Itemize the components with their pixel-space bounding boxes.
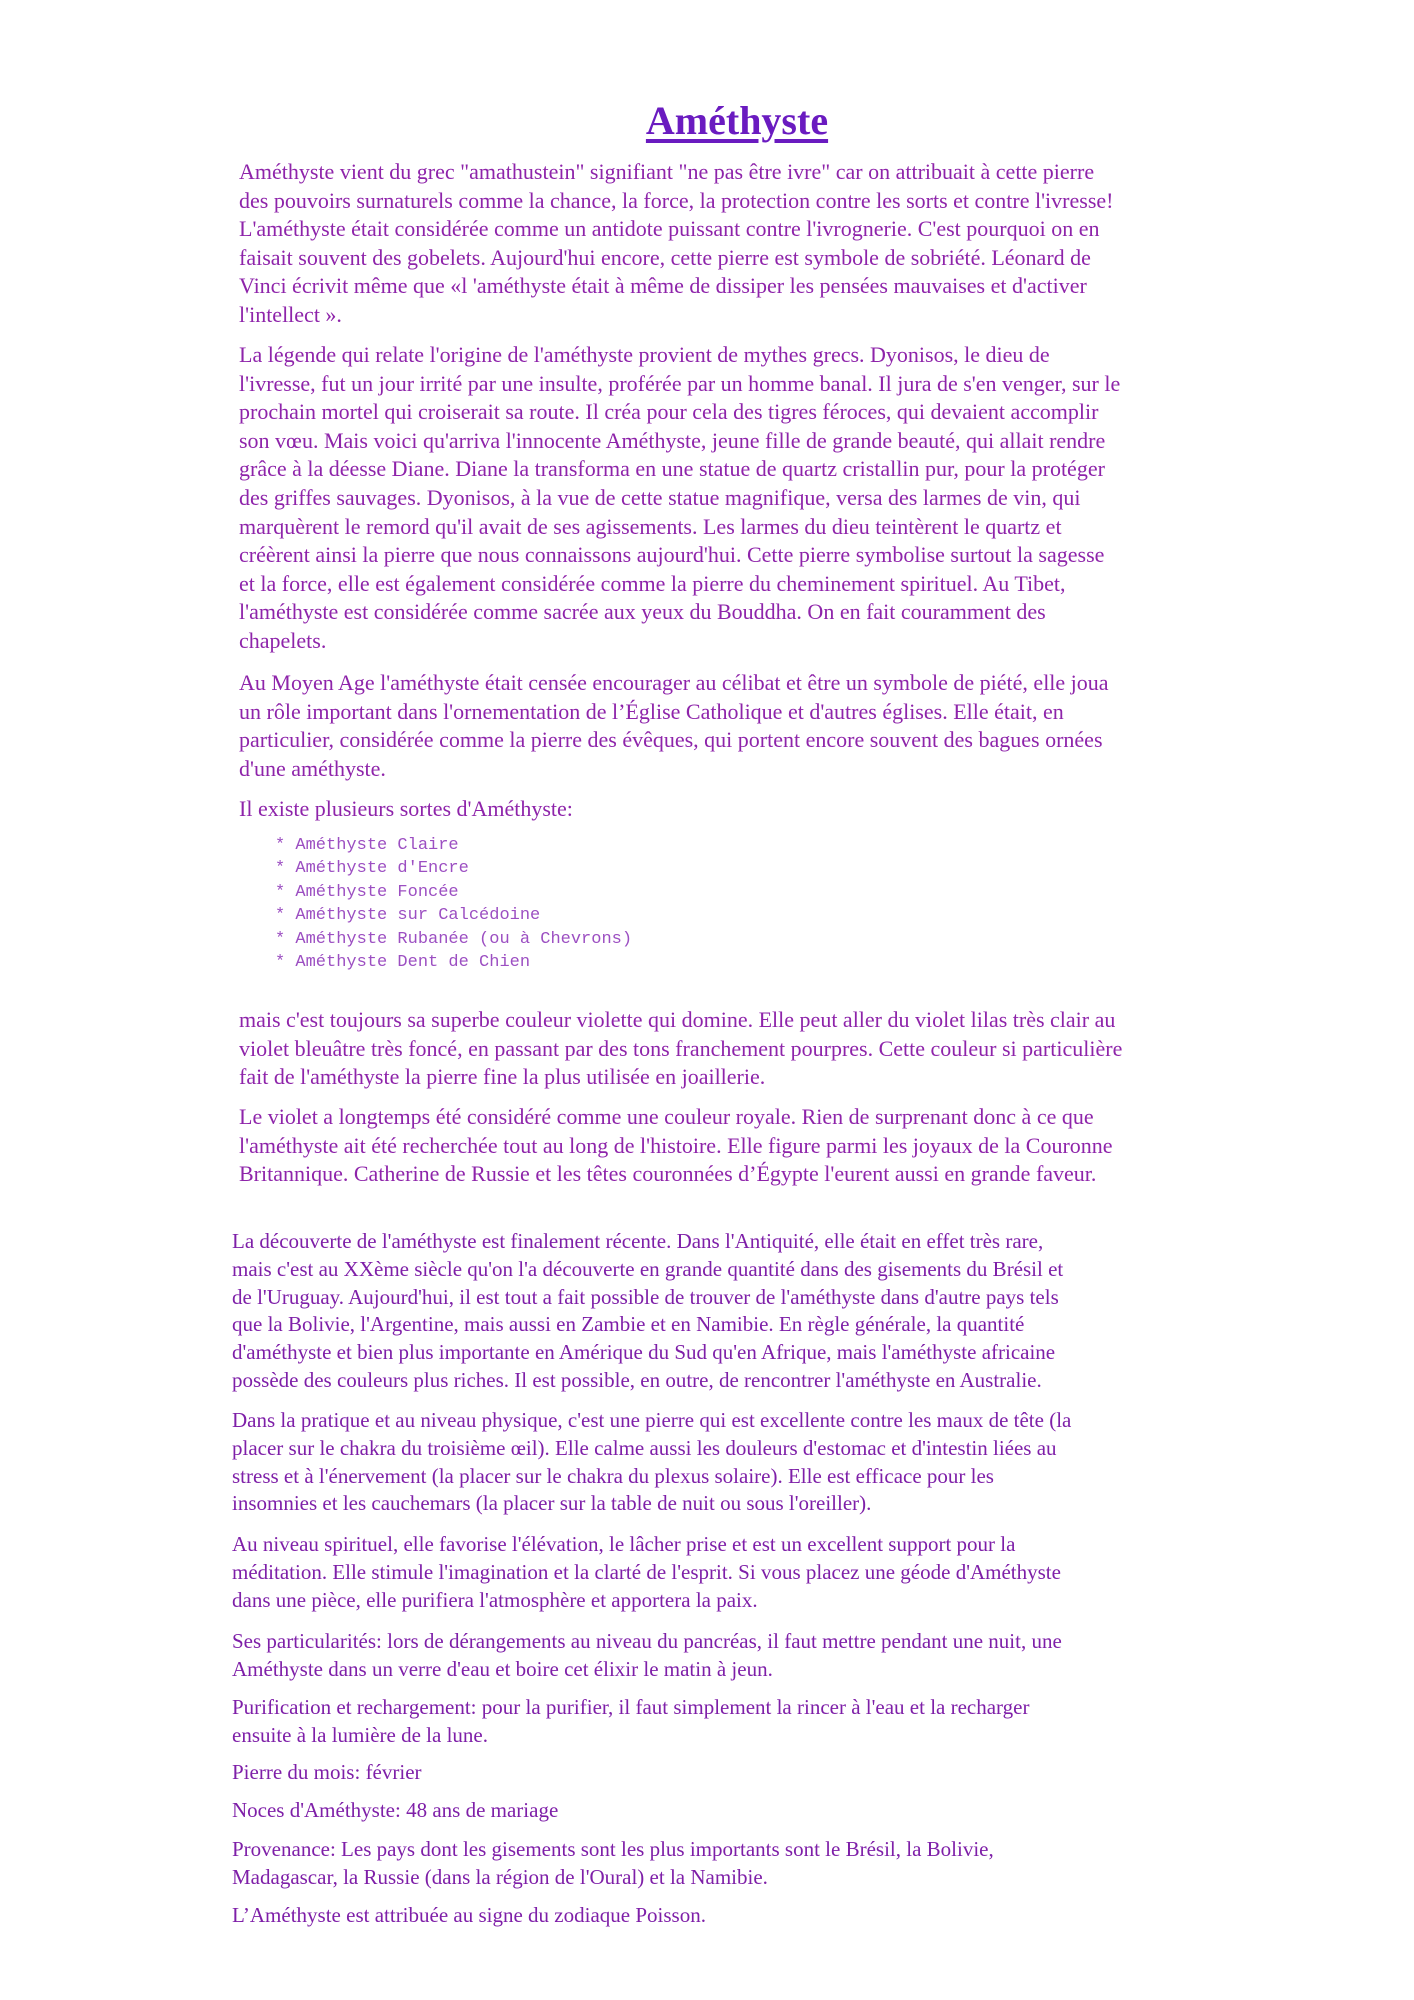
variety-label: Améthyste sur Calcédoine	[295, 906, 541, 926]
list-item	[275, 857, 632, 880]
royal-paragraph: Le violet a longtemps été considéré comme une couleur royale. Rien de surprenant donc à ce que l'améthyste ait été recherchée tout au long de l'histoire. Elle figure parmi les joyaux de la Couronne Britannique. Catherine de Russie et les têtes couronnées d’Égypte l'eurent aussi en grande faveur.	[239, 1104, 1113, 1187]
list-item	[275, 881, 632, 904]
varieties-intro: Il existe plusieurs sortes d'Améthyste:	[239, 796, 573, 821]
bullet-marker: *	[275, 836, 286, 855]
bullet-marker: *	[275, 929, 286, 949]
list-item	[275, 951, 632, 974]
bullet-marker: *	[275, 953, 286, 973]
variety-label: Améthyste Foncée	[295, 882, 459, 902]
provenance-paragraph: Provenance: Les pays dont les gisements sont les plus importants sont le Brésil, la Bolivie, Madagascar, la Russie (dans la région de l'Oural) et la Namibie.	[232, 1837, 994, 1889]
purification-paragraph: Purification et rechargement: pour la purifier, il faut simplement la rincer à l'eau et la recharger ensuite à la lumière de la lune.	[232, 1695, 1030, 1747]
bullet-marker: *	[275, 882, 286, 902]
spiritual-paragraph: Au niveau spirituel, elle favorise l'élévation, le lâcher prise et est un excellent support pour la méditation. Elle stimule l'imagination et la clarté de l'esprit. Si vous placez une géode d'Améthyste dans une pièce, elle purifiera l'atmosphère et apportera la paix.	[232, 1532, 1061, 1612]
discovery-paragraph: La découverte de l'améthyste est finalement récente. Dans l'Antiquité, elle était en effet très rare, mais c'est au XXème siècle qu'on l'a découverte en grande quantité dans des gisements du Brésil et de l'Uruguay. Aujourd'hui, il est tout a fait possible de trouver de l'améthyste dans d'autre pays tels que la Bolivie, l'Argentine, mais aussi en Zambie et en Namibie. En règle générale, la quantité d'améthyste et bien plus importante en Amérique du Sud qu'en Afrique, mais l'améthyste africaine possède des couleurs plus riches. Il est possible, en outre, de rencontrer l'améthyste en Australie.	[232, 1229, 1064, 1392]
variety-label: Améthyste Rubanée (ou à Chevrons)	[295, 929, 633, 949]
bullet-marker: *	[275, 906, 286, 926]
zodiac-line: L’Améthyste est attribuée au signe du zodiaque Poisson.	[232, 1903, 706, 1927]
color-paragraph: mais c'est toujours sa superbe couleur violette qui domine. Elle peut aller du violet lilas très clair au violet bleuâtre très foncé, en passant par des tons franchement pourpres. Cette couleur si particulière fait de l'améthyste la pierre fine la plus utilisée en joaillerie.	[239, 1007, 1123, 1090]
variety-label: Améthyste Claire	[295, 836, 459, 855]
particularities-paragraph: Ses particularités: lors de dérangements au niveau du pancréas, il faut mettre pendant une nuit, une Améthyste dans un verre d'eau et boire cet élixir le matin à jeun.	[232, 1629, 1062, 1681]
intro-paragraph: Améthyste vient du grec "amathustein" signifiant "ne pas être ivre" car on attribuait à cette pierre des pouvoirs surnaturels comme la chance, la force, la protection contre les sorts et contre l'ivresse! L'améthyste était considérée comme un antidote puissant contre l'ivrognerie. C'est pourquoi on en faisait souvent des gobelets. Aujourd'hui encore, cette pierre est symbole de sobriété. Léonard de Vinci écrivit même que «l 'améthyste était à même de dissiper les pensées mauvaises et d'activer l'intellect ».	[239, 159, 1114, 327]
anniversary-line: Noces d'Améthyste: 48 ans de mariage	[232, 1798, 559, 1822]
variety-label: Améthyste Dent de Chien	[295, 953, 531, 973]
physical-paragraph: Dans la pratique et au niveau physique, c'est une pierre qui est excellente contre les maux de tête (la placer sur le chakra du troisième œil). Elle calme aussi les douleurs d'estomac et d'intestin liées au stress et à l'énervement (la placer sur le chakra du plexus solaire). Elle est efficace pour les insomnies et les cauchemars (la placer sur la table de nuit ou sous l'oreiller).	[232, 1408, 1072, 1516]
list-item	[275, 904, 632, 927]
birthstone-month: Pierre du mois: février	[232, 1760, 422, 1784]
page-title: Améthyste	[645, 98, 829, 143]
list-item	[275, 928, 632, 951]
variety-label: Améthyste d'Encre	[295, 859, 469, 879]
list-item	[275, 834, 632, 857]
middle-ages-paragraph: Au Moyen Age l'améthyste était censée encourager au célibat et être un symbole de piété, elle joua un rôle important dans l'ornementation de l’Église Catholique et d'autres églises. Elle était, en particulier, considérée comme la pierre des évêques, qui portent encore souvent des bagues ornées d'une améthyste.	[239, 670, 1109, 781]
bullet-marker: *	[275, 859, 286, 879]
varieties-list	[275, 834, 632, 974]
legend-paragraph: La légende qui relate l'origine de l'améthyste provient de mythes grecs. Dyonisos, le dieu de l'ivresse, fut un jour irrité par une insulte, proférée par un homme banal. Il jura de s'en venger, sur le prochain mortel qui croiserait sa route. Il créa pour cela des tigres féroces, qui devaient accomplir son vœu. Mais voici qu'arriva l'innocente Améthyste, jeune fille de grande beauté, qui allait rendre grâce à la déesse Diane. Diane la transforma en une statue de quartz cristallin pur, pour la protéger des griffes sauvages. Dyonisos, à la vue de cette statue magnifique, versa des larmes de vin, qui marquèrent le remord qu'il avait de ses agissements. Les larmes du dieu teintèrent le quartz et créèrent ainsi la pierre que nous connaissons aujourd'hui. Cette pierre symbolise surtout la sagesse et la force, elle est également considérée comme la pierre du cheminement spirituel. Au Tibet, l'améthyste est considérée comme sacrée aux yeux du Bouddha. On en fait couramment des chapelets.	[239, 342, 1121, 653]
